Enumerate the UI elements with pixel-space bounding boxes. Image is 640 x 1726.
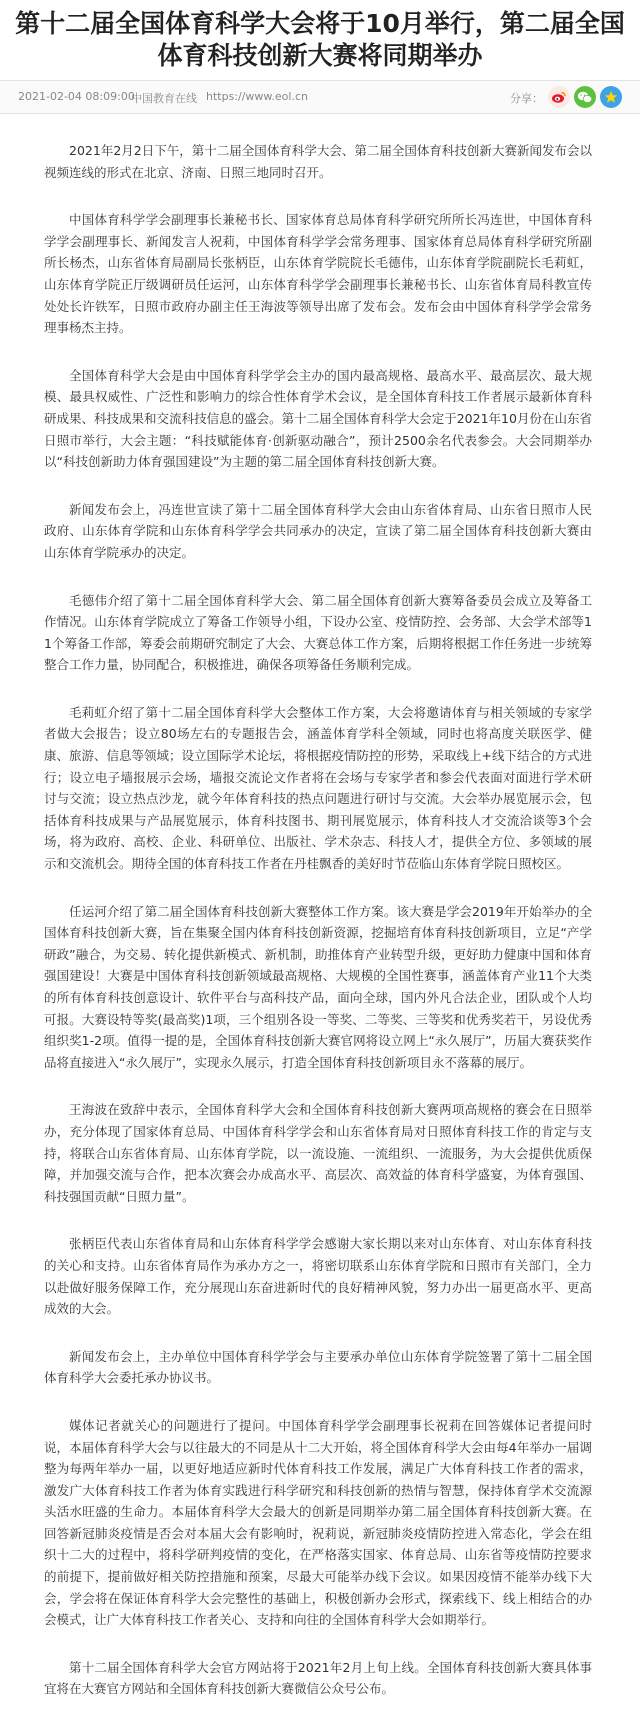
paragraph: 张柄臣代表山东省体育局和山东体育科学学会感谢大家长期以来对山东体育、对山东体育科技的关心和支持。山东省体育局作为承办方之一，将密切联系山东体育学院和日照市有关部门，全力以赴做好服务保障工作，充分展现山东奋进新时代的良好精神风貌，努力办出一届更高水平、更高成效的大会。 [44,1236,592,1317]
paragraph: 第十二届全国体育科学大会官方网站将于2021年2月上旬上线。全国体育科技创新大赛具体事宜将在大赛官方网站和全国体育科技创新大赛微信公众号公布。 [44,1659,592,1697]
wechat-icon[interactable] [574,86,596,108]
source-url[interactable]: https://www.eol.cn [206,90,308,103]
paragraph: 中国体育科学学会副理事长兼秘书长、国家体育总局体育科学研究所所长冯连世，中国体育科学学会副理事长、新闻发言人祝莉，中国体育科学学会常务理事、国家体育总局体育科学研究所副所长杨杰，山东省体育局副局长张柄臣，山东体育学院院长毛德伟，山东体育学院副院长毛莉虹，山东体育学院正厅级调研员任运河，山东体育科学学会副理事长兼秘书长、山东省体育局科教宣传处处长许铁军，日照市政府办副主任王海波等领导出席了发布会。发布会由中国体育科学学会常务理事杨杰主持。 [44,212,592,336]
paragraph: 全国体育科学大会是由中国体育科学学会主办的国内最高规格、最高水平、最高层次、最大规模、最具权威性、广泛性和影响力的综合性体育学术会议，是全国体育科技工作者展示最新体育科研成果、科技成果和交流科技信息的盛会。第十二届全国体育科学大会定于2021年10月份在山东省日照市举行，大会主题：“科技赋能体育·创新驱动融合”，预计2500余名代表参会。大会同期举办以“科技创新助力体育强国建设”为主题的第二届全国体育科技创新大赛。 [44,367,592,470]
paragraph: 2021年2月2日下午，第十二届全国体育科学大会、第二届全国体育科技创新大赛新闻发布会以视频连线的形式在北京、济南、日照三地同时召开。 [44,143,592,180]
paragraph: 新闻发布会上，冯连世宣读了第十二届全国体育科学大会由山东省体育局、山东省日照市人民政府、山东体育学院和山东体育科学学会共同承办的决定，宣读了第二届全国体育科技创新大赛由山东体育学院承办的决定。 [44,501,592,560]
article-meta-bar [0,80,640,114]
paragraph: 毛德伟介绍了第十二届全国体育科学大会、第二届全国体育创新大赛筹备委员会成立及筹备工作情况。山东体育学院成立了筹备工作领导小组，下设办公室、疫情防控、会务部、大会学术部等11个筹备工作部，筹委会前期研究制定了大会、大赛总体工作方案，后期将根据工作任务进一步统筹整合工作力量，协同配合，积极推进，确保各项筹备任务顺利完成。 [44,592,592,673]
paragraph: 新闻发布会上，主办单位中国体育科学学会与主要承办单位山东体育学院签署了第十二届全国体育科学大会委托承办协议书。 [44,1348,592,1386]
article-body [44,140,592,1726]
weibo-icon[interactable] [548,86,570,108]
article-source: 中国教育在线 [131,92,197,105]
publish-date: 2021-02-04 08:09:00 [18,90,135,103]
article-headline: 第十二届全国体育科学大会将于10月举行，第二届全国体育科技创新大赛将同期举办 [15,9,625,70]
qzone-icon[interactable] [600,86,622,108]
paragraph: 王海波在致辞中表示，全国体育科学大会和全国体育科技创新大赛两项高规格的赛会在日照举办，充分体现了国家体育总局、中国体育科学学会和山东省体育局对日照体育科技工作的肯定与支持，将联合山东省体育局、山东体育学院，以一流设施、一流组织、一流服务，为大会提供优质保障，并加强交流与合作，把本次赛会办成高水平、高层次、高效益的体育科学盛宴，为体育强国、科技强国贡献“日照力量”。 [44,1102,592,1204]
paragraph: 毛莉虹介绍了第十二届全国体育科学大会整体工作方案，大会将邀请体育与相关领域的专家学者做大会报告；设立80场左右的专题报告会，涵盖体育学科全领域，同时也将高度关联医学、健康、旅游、信息等领域；设立国际学术论坛，将根据疫情防控的形势，采取线上+线下结合的方式进行；设立电子墙报展示会场，墙报交流论文作者将在会场与专家学者和参会代表面对面进行学术研讨与交流；设立热点沙龙，就今年体育科技的热点问题进行研讨与交流。大会举办展览展示会，包括体育科技成果与产品展览展示，体育科技图书、期刊展览展示，体育科技人才交流洽谈等3个会场，将为政府、高校、企业、科研单位、出版社、学术杂志、科技人才，提供全方位、多领域的展示和交流机会。期待全国的体育科技工作者在丹桂飘香的美好时节莅临山东体育学院日照校区。 [44,704,592,872]
paragraph: 任运河介绍了第二届全国体育科技创新大赛整体工作方案。该大赛是学会2019年开始举办的全国体育科技创新大赛，旨在集聚全国内体育科技创新资源，挖掘培育体育科技创新项目，立足“产学研政”融合，为交易、转化提供新模式、新机制，助推体育产业转型升级，更好助力健康中国和体育强国建设！大赛是中国体育科技创新领域最高规格、大规模的全国性赛事，涵盖体育产业11个大类的所有体育科技创意设计、软件平台与高科技产品，面向全球，国内外凡合法企业，团队或个人均可报。大赛设特等奖(最高奖)1项，三个组别各设一等奖、二等奖、三等奖和优秀奖若干，另设优秀组织奖1-2项。值得一提的是，全国体育科技创新大赛官网将设立网上“永久展厅”，历届大赛获奖作品将直接进入“永久展厅”，实现永久展示，打造全国体育科技创新项目永不落幕的展厅。 [44,903,592,1070]
paragraph: 媒体记者就关心的问题进行了提问。中国体育科学学会副理事长祝莉在回答媒体记者提问时说，本届体育科学大会与以往最大的不同是从十二大开始，将全国体育科学大会由每4年举办一届调整为每两年举办一届，以更好地适应新时代体育科技工作发展，满足广大体育科技工作者的需求，激发广大体育科技工作者为体育实践进行科学研究和科技创新的热情与智慧，保持体育学术交流源头活水旺盛的生命力。本届体育科学大会最大的创新是同期举办第二届全国体育科技创新大赛。在回答新冠肺炎疫情是否会对本届大会有影响时，祝莉说，新冠肺炎疫情防控进入常态化，学会在组织十二大的过程中，将科学研判疫情的变化，在严格落实国家、体育总局、山东省等疫情防控要求的前提下，提前做好相关防控措施和预案，尽最大可能举办线下会议。如果因疫情不能举办线下大会，学会将在保证体育科学大会完整性的基础上，积极创新办会形式，探索线下、线上相结合的办会模式，让广大体育科技工作者关心、支持和向往的全国体育科学大会如期举行。 [44,1417,592,1628]
share-label: 分享： [510,92,543,105]
